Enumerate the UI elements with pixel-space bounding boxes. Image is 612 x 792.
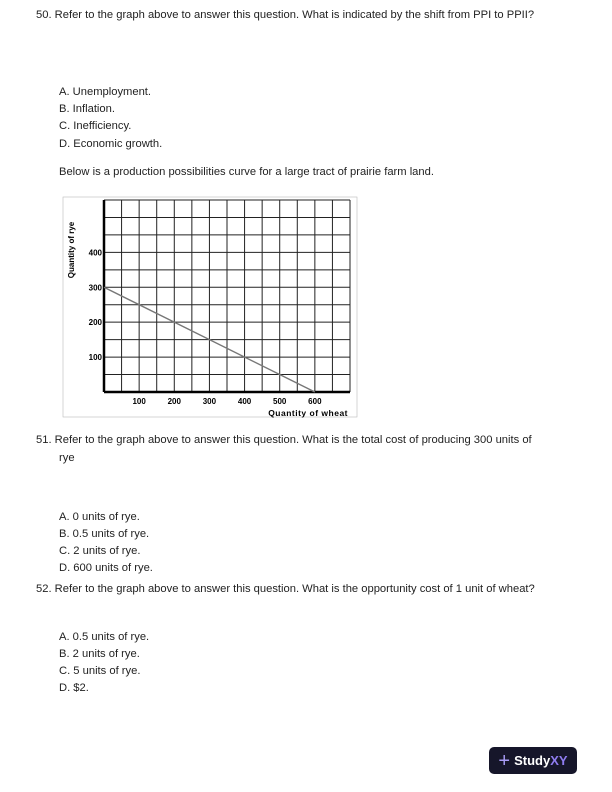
logo-text: Study (514, 753, 551, 768)
intro-text: Below is a production possibilities curve for a large tract of prairie farm land. (59, 166, 434, 178)
x-tick-label: 600 (308, 397, 322, 406)
question-51: 51. Refer to the graph above to answer this question. What is the total cost of producing 300 units of (36, 434, 532, 446)
y-axis-label: Quantity of rye (67, 221, 76, 279)
choice: D. $2. (59, 682, 89, 694)
choice: A. Unemployment. (59, 86, 152, 98)
choice: C. 5 units of rye. (59, 665, 141, 677)
chart-frame (63, 197, 357, 417)
y-tick-label: 400 (88, 248, 102, 258)
x-tick-label: 200 (167, 397, 181, 406)
choice: A. 0.5 units of rye. (59, 631, 150, 643)
x-tick-label: 100 (132, 397, 146, 406)
ppc-chart (60, 194, 360, 422)
y-tick-label: 300 (88, 283, 102, 293)
choice: C. 2 units of rye. (59, 545, 141, 557)
question-51-cont: rye (59, 452, 75, 464)
plus-icon: + (498, 749, 511, 772)
choice: C. Inefficiency. (59, 120, 132, 132)
choice: B. 2 units of rye. (59, 648, 140, 660)
x-axis-label: Quantity of wheat (268, 408, 348, 418)
question-50: 50. Refer to the graph above to answer this question. What is indicated by the shift from PPI to PPII? (36, 9, 535, 21)
choice: D. 600 units of rye. (59, 562, 153, 574)
studyxy-logo (489, 747, 577, 774)
choice: B. 0.5 units of rye. (59, 528, 150, 540)
question-52: 52. Refer to the graph above to answer this question. What is the opportunity cost of 1 unit of wheat? (36, 583, 535, 595)
x-tick-label: 500 (273, 397, 287, 406)
y-tick-label: 200 (88, 318, 102, 328)
y-tick-label: 100 (88, 353, 102, 363)
logo-accent: XY (550, 753, 568, 768)
x-tick-label: 300 (202, 397, 217, 406)
x-tick-label: 400 (237, 397, 252, 406)
choice: D. Economic growth. (59, 138, 163, 150)
choice: B. Inflation. (59, 103, 115, 115)
choice: A. 0 units of rye. (59, 511, 140, 523)
